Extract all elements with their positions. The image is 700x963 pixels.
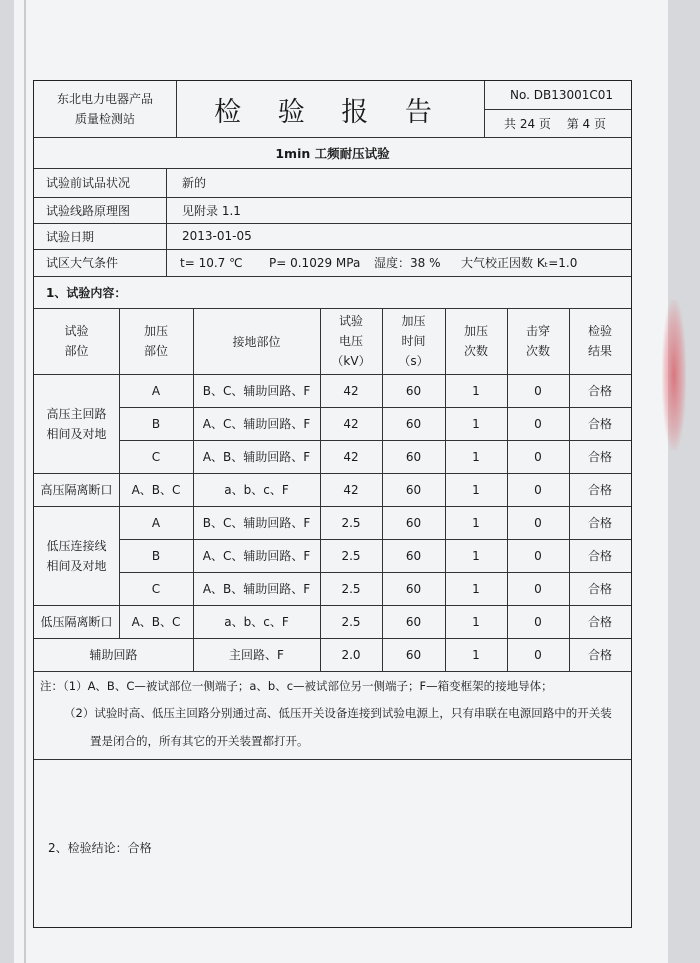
col-header-breakdown-l1: 击穿 (525, 324, 550, 338)
issuer-line1: 东北电力电器产品 (56, 92, 153, 106)
grid-line-h (119, 539, 631, 540)
report-title-box (176, 81, 484, 137)
col-header-ground: 接地部位 (232, 334, 281, 349)
cell-apply: A、B、C (131, 615, 181, 629)
cell-breakdown: 0 (534, 515, 542, 530)
cell-result: 合格 (587, 450, 612, 464)
cell-result: 合格 (587, 582, 612, 596)
info-temperature: t= 10.7 ℃ (180, 255, 243, 270)
col-header-voltage-l1: 试验 (338, 314, 363, 328)
cell-time: 60 (405, 614, 422, 629)
cell-time: 60 (405, 482, 422, 497)
cell-voltage: 42 (343, 416, 359, 431)
cell-voltage: 2.0 (341, 647, 361, 662)
grid-line-v (507, 308, 508, 671)
cell-count: 1 (472, 449, 480, 464)
group-lv-connection-l1: 低压连接线 (46, 538, 107, 553)
cell-result: 合格 (587, 516, 612, 530)
cell-apply: B (151, 416, 161, 431)
group-lv-connection-l2: 相间及对地 (46, 558, 107, 573)
cell-breakdown: 0 (534, 416, 542, 431)
col-header-count (445, 308, 507, 374)
cell-ground: A、B、辅助回路、F (202, 450, 311, 464)
grid-line-v (320, 308, 321, 671)
col-header-voltage-l3: （kV） (331, 354, 371, 368)
grid-line-h (34, 374, 631, 375)
cell-apply: A (151, 383, 161, 398)
col-header-apply (119, 308, 193, 374)
grid-line-v (119, 308, 120, 638)
group-hv-main (34, 374, 119, 473)
cell-result: 合格 (587, 549, 612, 563)
grid-line-h (34, 638, 631, 639)
cell-time: 60 (405, 581, 422, 596)
cell-voltage: 42 (343, 449, 359, 464)
cell-breakdown: 0 (534, 449, 542, 464)
grid-line-h (34, 671, 631, 672)
col-header-count-l2: 次数 (463, 344, 488, 358)
col-header-result-l1: 检验 (587, 324, 612, 338)
info-label-atmosphere: 试区大气条件 (46, 256, 119, 270)
col-header-apply-l1: 加压 (143, 324, 168, 338)
grid-line-h (119, 572, 631, 573)
cell-time: 60 (405, 647, 422, 662)
cell-breakdown: 0 (534, 548, 542, 563)
cell-result: 合格 (587, 648, 612, 662)
report-title: 检 验 报 告 (214, 96, 446, 128)
grid-line-h (34, 308, 631, 309)
col-header-breakdown (507, 308, 569, 374)
col-header-result (569, 308, 631, 374)
cell-count: 1 (472, 548, 480, 563)
cell-count: 1 (472, 416, 480, 431)
info-label-date: 试验日期 (46, 229, 95, 244)
grid-line-h (484, 109, 631, 110)
cell-breakdown: 0 (534, 383, 542, 398)
grid-line-h (34, 506, 631, 507)
cell-time: 60 (405, 515, 422, 530)
cell-breakdown: 0 (534, 614, 542, 629)
red-stamp-edge (662, 300, 686, 450)
cell-time: 60 (405, 449, 422, 464)
grid-line-h (34, 759, 631, 760)
grid-line-v (445, 308, 446, 671)
cell-count: 1 (472, 515, 480, 530)
grid-line-v (176, 81, 177, 137)
grid-line-h (34, 197, 631, 198)
cell-time: 60 (405, 383, 422, 398)
cell-time: 60 (405, 416, 422, 431)
col-header-result-l2: 结果 (587, 344, 612, 358)
info-label-condition: 试验前试品状况 (46, 176, 131, 190)
grid-line-h (119, 440, 631, 441)
cell-count: 1 (472, 482, 480, 497)
cell-voltage: 2.5 (341, 581, 361, 596)
report-number-text: No. DB13001C01 (510, 88, 614, 102)
grid-line-h (34, 249, 631, 250)
cell-voltage: 42 (343, 383, 359, 398)
group-hv-isolation: 高压隔离断口 (40, 483, 113, 497)
content-heading: 1、试验内容： (46, 285, 127, 300)
cell-ground: A、C、辅助回路、F (202, 417, 311, 431)
col-header-part-l2: 部位 (64, 344, 89, 358)
col-header-count-l1: 加压 (463, 324, 488, 338)
cell-voltage: 2.5 (341, 515, 361, 530)
cell-count: 1 (472, 581, 480, 596)
cell-time: 60 (405, 548, 422, 563)
page-info-text: 共 24 页 第 4 页 (504, 116, 606, 131)
cell-breakdown: 0 (534, 482, 542, 497)
note-line-2: （2）试验时高、低压主回路分别通过高、低压开关设备连接到试验电源上，只有串联在电源回路中的开关装 (64, 706, 612, 720)
col-header-time-l3: （s） (398, 354, 429, 368)
cell-apply: B (151, 548, 161, 563)
grid-line-h (34, 473, 631, 474)
cell-ground: B、C、辅助回路、F (202, 516, 311, 530)
col-header-part-l1: 试验 (64, 324, 89, 338)
page-info (484, 109, 631, 137)
cell-voltage: 2.5 (341, 614, 361, 629)
group-aux-circuit: 辅助回路 (89, 648, 138, 662)
cell-count: 1 (472, 383, 480, 398)
cell-count: 1 (472, 614, 480, 629)
grid-line-v (166, 168, 167, 276)
col-header-part (34, 308, 119, 374)
info-pressure: P= 0.1029 MPa (269, 255, 361, 270)
cell-ground: a、b、c、F (224, 483, 289, 497)
col-header-voltage-l2: 电压 (338, 334, 363, 348)
issuer-line2: 质量检测站 (74, 112, 135, 126)
group-lv-isolation: 低压隔离断口 (40, 615, 113, 629)
info-correction-factor: 大气校正因数 Kₜ=1.0 (461, 256, 578, 270)
cell-apply: A、B、C (131, 483, 181, 497)
info-label-circuit: 试验线路原理图 (46, 203, 131, 218)
group-lv-connection (34, 506, 119, 605)
col-header-time-l1: 加压 (401, 314, 426, 328)
note-line-3: 置是闭合的，所有其它的开关装置都打开。 (90, 734, 309, 748)
cell-apply: C (151, 581, 161, 596)
cell-ground: a、b、c、F (224, 615, 289, 629)
grid-line-h (34, 223, 631, 224)
cell-result: 合格 (587, 417, 612, 431)
cell-ground: 主回路、F (229, 648, 284, 662)
cell-voltage: 42 (343, 482, 359, 497)
report-number (484, 81, 631, 109)
grid-line-v (484, 81, 485, 137)
conclusion: 2、检验结论：合格 (48, 840, 152, 855)
cell-ground: A、B、辅助回路、F (202, 582, 311, 596)
info-value-condition: 新的 (182, 176, 207, 190)
cell-result: 合格 (587, 483, 612, 497)
cell-breakdown: 0 (534, 581, 542, 596)
cell-ground: B、C、辅助回路、F (202, 384, 311, 398)
col-header-time (382, 308, 445, 374)
report-frame (33, 80, 632, 928)
cell-voltage: 2.5 (341, 548, 361, 563)
cell-breakdown: 0 (534, 647, 542, 662)
info-value-date: 2013-01-05 (182, 229, 252, 243)
cell-ground: A、C、辅助回路、F (202, 549, 311, 563)
col-header-breakdown-l2: 次数 (525, 344, 550, 358)
grid-line-v (382, 308, 383, 671)
grid-line-h (34, 168, 631, 169)
grid-line-v (193, 308, 194, 671)
col-header-voltage (320, 308, 382, 374)
cell-apply: A (151, 515, 161, 530)
info-humidity: 湿度：38 % (374, 256, 441, 270)
cell-result: 合格 (587, 384, 612, 398)
note-line-1: 注：（1）A、B、C—被试部位一侧端子；a、b、c—被试部位另一侧端子；F—箱变框架的接地导体； (40, 679, 553, 693)
grid-line-h (119, 407, 631, 408)
group-hv-main-l1: 高压主回路 (46, 406, 107, 421)
issuer-box (34, 81, 176, 137)
group-hv-main-l2: 相间及对地 (46, 426, 107, 441)
section-title-text: 1min 工频耐压试验 (275, 145, 390, 161)
cell-result: 合格 (587, 615, 612, 629)
col-header-time-l2: 时间 (401, 334, 426, 348)
grid-line-h (34, 605, 631, 606)
cell-apply: C (151, 449, 161, 464)
grid-line-h (34, 137, 631, 138)
col-header-apply-l2: 部位 (143, 344, 168, 358)
grid-line-v (569, 308, 570, 671)
cell-count: 1 (472, 647, 480, 662)
page-edge (24, 0, 26, 963)
info-value-circuit: 见附录 1.1 (182, 203, 241, 218)
section-title (34, 137, 631, 168)
grid-line-h (34, 276, 631, 277)
